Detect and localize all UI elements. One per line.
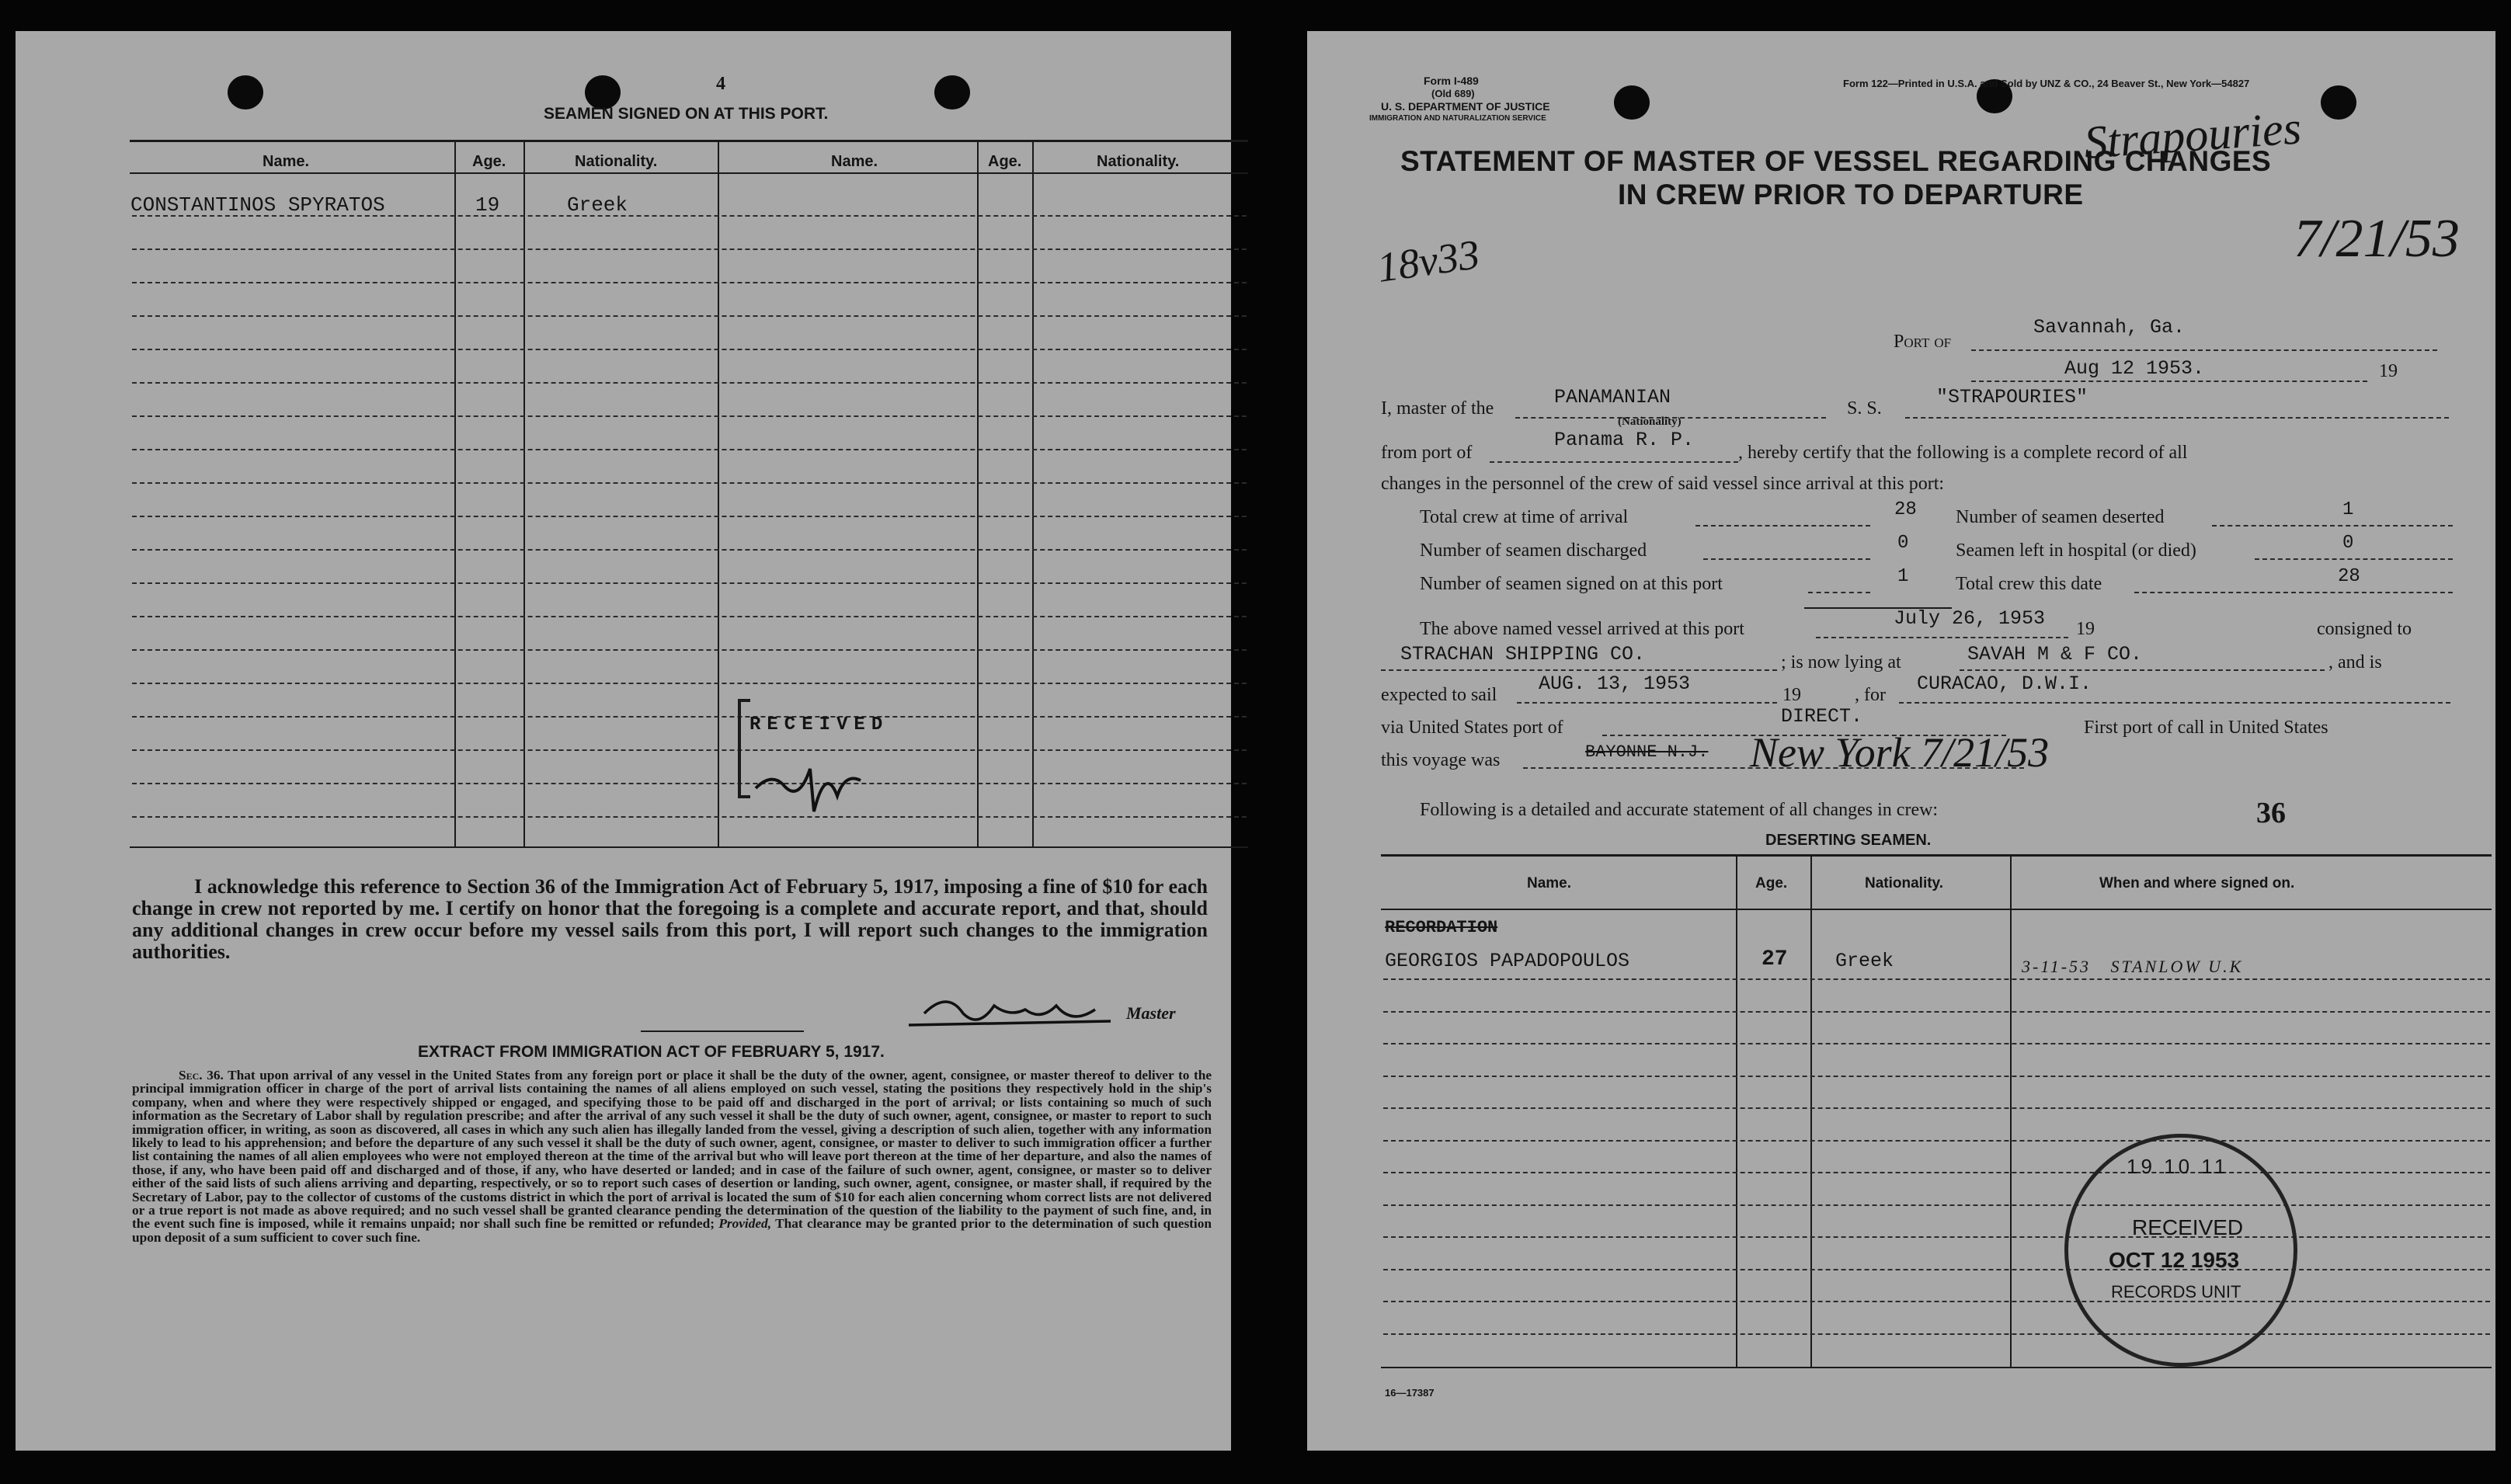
table-row-rule xyxy=(132,382,1247,384)
stat-hospital-value: 0 xyxy=(2342,533,2354,554)
ss-label: S. S. xyxy=(1847,398,1882,419)
lying-value: SAVAH M & F CO. xyxy=(1967,643,2143,666)
punch-hole xyxy=(2321,85,2356,120)
table-row-rule xyxy=(1383,1236,2490,1238)
voyage-handwritten: New York 7/21/53 xyxy=(1750,729,2050,776)
table-row-rule xyxy=(132,449,1247,450)
nationality-value: PANAMANIAN xyxy=(1554,386,1671,408)
table-row-rule xyxy=(1383,1076,2490,1077)
table-row-rule xyxy=(132,716,1247,718)
stamp-bottom: RECORDS UNIT xyxy=(2111,1282,2241,1302)
master-label: Master xyxy=(1126,1003,1176,1023)
stat-discharged-value: 0 xyxy=(1897,533,1909,554)
table-row-rule xyxy=(1383,1140,2490,1142)
year-suffix: 19 xyxy=(2379,361,2398,381)
desert-header-age: Age. xyxy=(1755,875,1788,891)
acknowledgement-text: I acknowledge this reference to Section 36 of the Immigration Act of February 5, 1917, imposing a fine of $10 for each change in crew not reported by me. I certify on honor that the foregoing is a complete and accurate report, and that, should any additional changes in crew occur before my vessel sails from this port, I will report such changes to the immigration authorities. xyxy=(132,875,1208,963)
master-signature xyxy=(901,982,1118,1044)
port-value: Savannah, Ga. xyxy=(2033,316,2186,339)
form-old-id: (Old 689) xyxy=(1431,88,1475,99)
arrived-year-suffix: 19 xyxy=(2076,619,2095,639)
via-label: via United States port of xyxy=(1381,718,1563,738)
following-text: Following is a detailed and accurate statement of all changes in crew: xyxy=(1420,800,1939,820)
extract-body xyxy=(132,1069,1212,1244)
table-row-rule xyxy=(132,415,1247,417)
table-row-rule xyxy=(1383,978,2490,980)
stamp-received: RECEIVED xyxy=(2132,1215,2244,1239)
seaman-name: CONSTANTINOS SPYRATOS xyxy=(130,193,385,217)
punch-hole xyxy=(228,75,263,109)
stamp-top: 19 10 11 xyxy=(2127,1155,2229,1178)
sec-label: Sec. 36. xyxy=(179,1068,224,1083)
desert-header-signed: When and where signed on. xyxy=(2099,875,2295,891)
deserter-signed-on: 3-11-53 STANLOW U.K xyxy=(2022,957,2244,976)
date-value: Aug 12 1953. xyxy=(2064,357,2205,380)
seaman-age: 19 xyxy=(475,193,500,217)
handwritten-date: 7/21/53 xyxy=(2294,209,2460,269)
table-row-rule xyxy=(132,248,1247,250)
column-header-nationality-2: Nationality. xyxy=(1097,153,1180,170)
seaman-nationality: Greek xyxy=(567,193,628,217)
table-row-rule xyxy=(132,282,1247,283)
voyage-struck: BAYONNE N.J. xyxy=(1585,742,1709,762)
column-header-age: Age. xyxy=(472,153,506,170)
table-row-rule xyxy=(132,816,1247,818)
form-id: Form I-489 xyxy=(1424,75,1479,87)
right-page xyxy=(1307,31,2495,1451)
table-row-rule xyxy=(132,349,1247,350)
deserter-age: 27 xyxy=(1762,947,1788,971)
deserter-name: GEORGIOS PAPADOPOULOS xyxy=(1385,950,1630,972)
ship-name: "STRAPOURIES" xyxy=(1936,386,2088,408)
column-header-name-2: Name. xyxy=(831,153,878,170)
sail-label: expected to sail xyxy=(1381,685,1497,705)
via-value: DIRECT. xyxy=(1781,705,1863,728)
table-row-rule xyxy=(1383,1204,2490,1206)
handwritten-code: 18v33 xyxy=(1374,231,1483,291)
nationality-caption: (Nationality) xyxy=(1618,415,1682,428)
table-row-rule xyxy=(1383,1333,2490,1335)
stat-deserted-value: 1 xyxy=(2342,499,2354,520)
table-row-rule xyxy=(1383,1172,2490,1173)
table-row-rule xyxy=(132,649,1247,651)
arrived-value: July 26, 1953 xyxy=(1894,607,2046,630)
page-number: 4 xyxy=(716,74,725,94)
table-row-rule xyxy=(1383,1107,2490,1109)
footer-code: 16—17387 xyxy=(1385,1387,1435,1399)
from-port-value: Panama R. P. xyxy=(1554,429,1695,451)
table-row-rule xyxy=(132,616,1247,617)
initials-signature xyxy=(752,749,868,819)
table-row-rule xyxy=(132,582,1247,584)
stat-total-date-value: 28 xyxy=(2338,566,2360,587)
stamp-date: OCT 12 1953 xyxy=(2109,1248,2240,1272)
received-stamp: RECEIVED xyxy=(749,714,889,735)
stat-total-arrival-label: Total crew at time of arrival xyxy=(1420,507,1629,527)
form-title-line-2: IN CREW PRIOR TO DEPARTURE xyxy=(1618,179,2084,210)
form-title-line-1: STATEMENT OF MASTER OF VESSEL REGARDING CHANGES xyxy=(1400,145,2272,177)
stat-total-arrival-value-shown: 28 xyxy=(1894,499,1917,520)
stat-hospital-label: Seamen left in hospital (or died) xyxy=(1956,540,2196,561)
punch-hole xyxy=(934,75,970,109)
port-label: Port of xyxy=(1894,332,1952,352)
and-is-label: , and is xyxy=(2328,652,2382,672)
signed-on-title: SEAMEN SIGNED ON AT THIS PORT. xyxy=(544,105,829,123)
table-row-rule xyxy=(132,749,1247,751)
received-stamp-bracket xyxy=(738,699,750,798)
proviso-label: Provided, xyxy=(718,1216,772,1232)
master-of-label: I, master of the xyxy=(1381,398,1494,419)
received-date-stamp xyxy=(2064,1134,2297,1367)
table-row-rule xyxy=(1383,1269,2490,1270)
table-row-rule xyxy=(1383,1301,2490,1302)
from-port-label: from port of xyxy=(1381,443,1473,463)
stat-signed-on-label: Number of seamen signed on at this port xyxy=(1420,574,1723,594)
stat-discharged-label: Number of seamen discharged xyxy=(1420,540,1647,561)
stat-deserted-label: Number of seamen deserted xyxy=(1956,507,2165,527)
table-row-rule xyxy=(1383,1011,2490,1013)
table-row-rule xyxy=(132,315,1247,317)
table-row-rule xyxy=(132,215,1247,217)
table-row-rule xyxy=(132,683,1247,684)
for-value: CURACAO, D.W.I. xyxy=(1917,672,2092,695)
punch-hole xyxy=(1614,85,1650,120)
extract-text: That upon arrival of any vessel in the United States from any foreign port or place it shall be the duty of the owner, agent, consignee, or master thereof to deliver to the principal immigration officer in charge of the port of arrival lists containing the names of all aliens employed on such vessel, stating the positions they respectively hold in the ship's company, when and where they were respectively shipped or engaged, and specifying those to be paid off and discharged in the port of arrival; or lists containing so much of such information as the Secretary of Labor shall by regulation prescribe; and after the arrival of any such vessel it shall be the duty of such owner, agent, consignee, or master to report to such immigration officer, in writing, as soon as discovered, all cases in which any such alien has illegally landed from the vessel, giving a description of such alien, together with any information likely to lead to his apprehension; and before the departure of any such vessel it shall be the duty of such owner, agent, consignee, or master to deliver to such immigration officer a further list containing the names of all alien employees who were not employed thereon at the time of the arrival but who will leave port thereon at the time of her departure, and also the names of those, if any, who have been paid off and discharged and of those, if any, who have deserted or landed; and in case of the failure of such owner, agent, consignee, or master so to deliver either of the said lists of such aliens arriving and departing, respectively, or so to report such cases of desertion or landing, such owner, agent, consignee, or master shall, if required by the Secretary of Labor, pay to the collector of customs of the customs district in which the port of arrival is located the sum of $10 for each alien concerning whom correct lists are not delivered or a true report is not made as above required; and no such vessel shall be granted clearance pending the determination of the question of the liability to the payment of such fine, and, in the event such fine is imposed, while it remains unpaid; nor shall such fine be remitted or refunded; xyxy=(132,1068,1212,1232)
consignee-value: STRACHAN SHIPPING CO. xyxy=(1400,643,1646,666)
changes-text: changes in the personnel of the crew of said vessel since arrival at this port: xyxy=(1381,474,1945,494)
lying-label: ; is now lying at xyxy=(1781,652,1901,672)
deserter-nationality: Greek xyxy=(1835,950,1894,972)
stat-signed-on-value: 1 xyxy=(1897,566,1909,587)
service: IMMIGRATION AND NATURALIZATION SERVICE xyxy=(1369,114,1546,123)
voyage-label: this voyage was xyxy=(1381,750,1501,770)
form-section-number: 36 xyxy=(2256,797,2286,829)
column-header-age-2: Age. xyxy=(988,153,1022,170)
deserting-title: DESERTING SEAMEN. xyxy=(1765,832,1932,849)
certify-text: , hereby certify that the following is a complete record of all xyxy=(1738,443,2188,463)
printer-line: Form 122—Printed in U.S.A. and Sold by UNZ & CO., 24 Beaver St., New York—54827 xyxy=(1843,78,2250,89)
extract-tail: That clearance may be granted prior to the determination of such question upon deposit of a sum sufficient to cover such fine. xyxy=(132,1216,1212,1245)
column-header-name: Name. xyxy=(263,153,310,170)
sail-year-suffix: 19 xyxy=(1782,685,1801,705)
arrived-label: The above named vessel arrived at this port xyxy=(1420,619,1744,639)
extract-title: EXTRACT FROM IMMIGRATION ACT OF FEBRUARY 5, 1917. xyxy=(418,1043,885,1061)
desert-header-nationality: Nationality. xyxy=(1865,875,1943,891)
table-row-rule xyxy=(132,482,1247,484)
struck-entry: RECORDATION xyxy=(1385,918,1498,937)
handwritten-ship-name: Strapouries xyxy=(2082,102,2303,169)
department: U. S. DEPARTMENT OF JUSTICE xyxy=(1381,100,1550,113)
for-label: , for xyxy=(1855,685,1886,705)
first-port-label: First port of call in United States xyxy=(2084,718,2328,738)
column-header-nationality: Nationality. xyxy=(575,153,658,170)
sail-value: AUG. 13, 1953 xyxy=(1539,672,1691,695)
stat-total-date-label: Total crew this date xyxy=(1956,574,2102,594)
table-row-rule xyxy=(132,783,1247,784)
consigned-label: consigned to xyxy=(2317,619,2412,639)
table-row-rule xyxy=(132,549,1247,551)
desert-header-name: Name. xyxy=(1527,875,1572,891)
table-row-rule xyxy=(1383,1043,2490,1044)
table-row-rule xyxy=(132,516,1247,517)
left-page xyxy=(16,31,1231,1451)
